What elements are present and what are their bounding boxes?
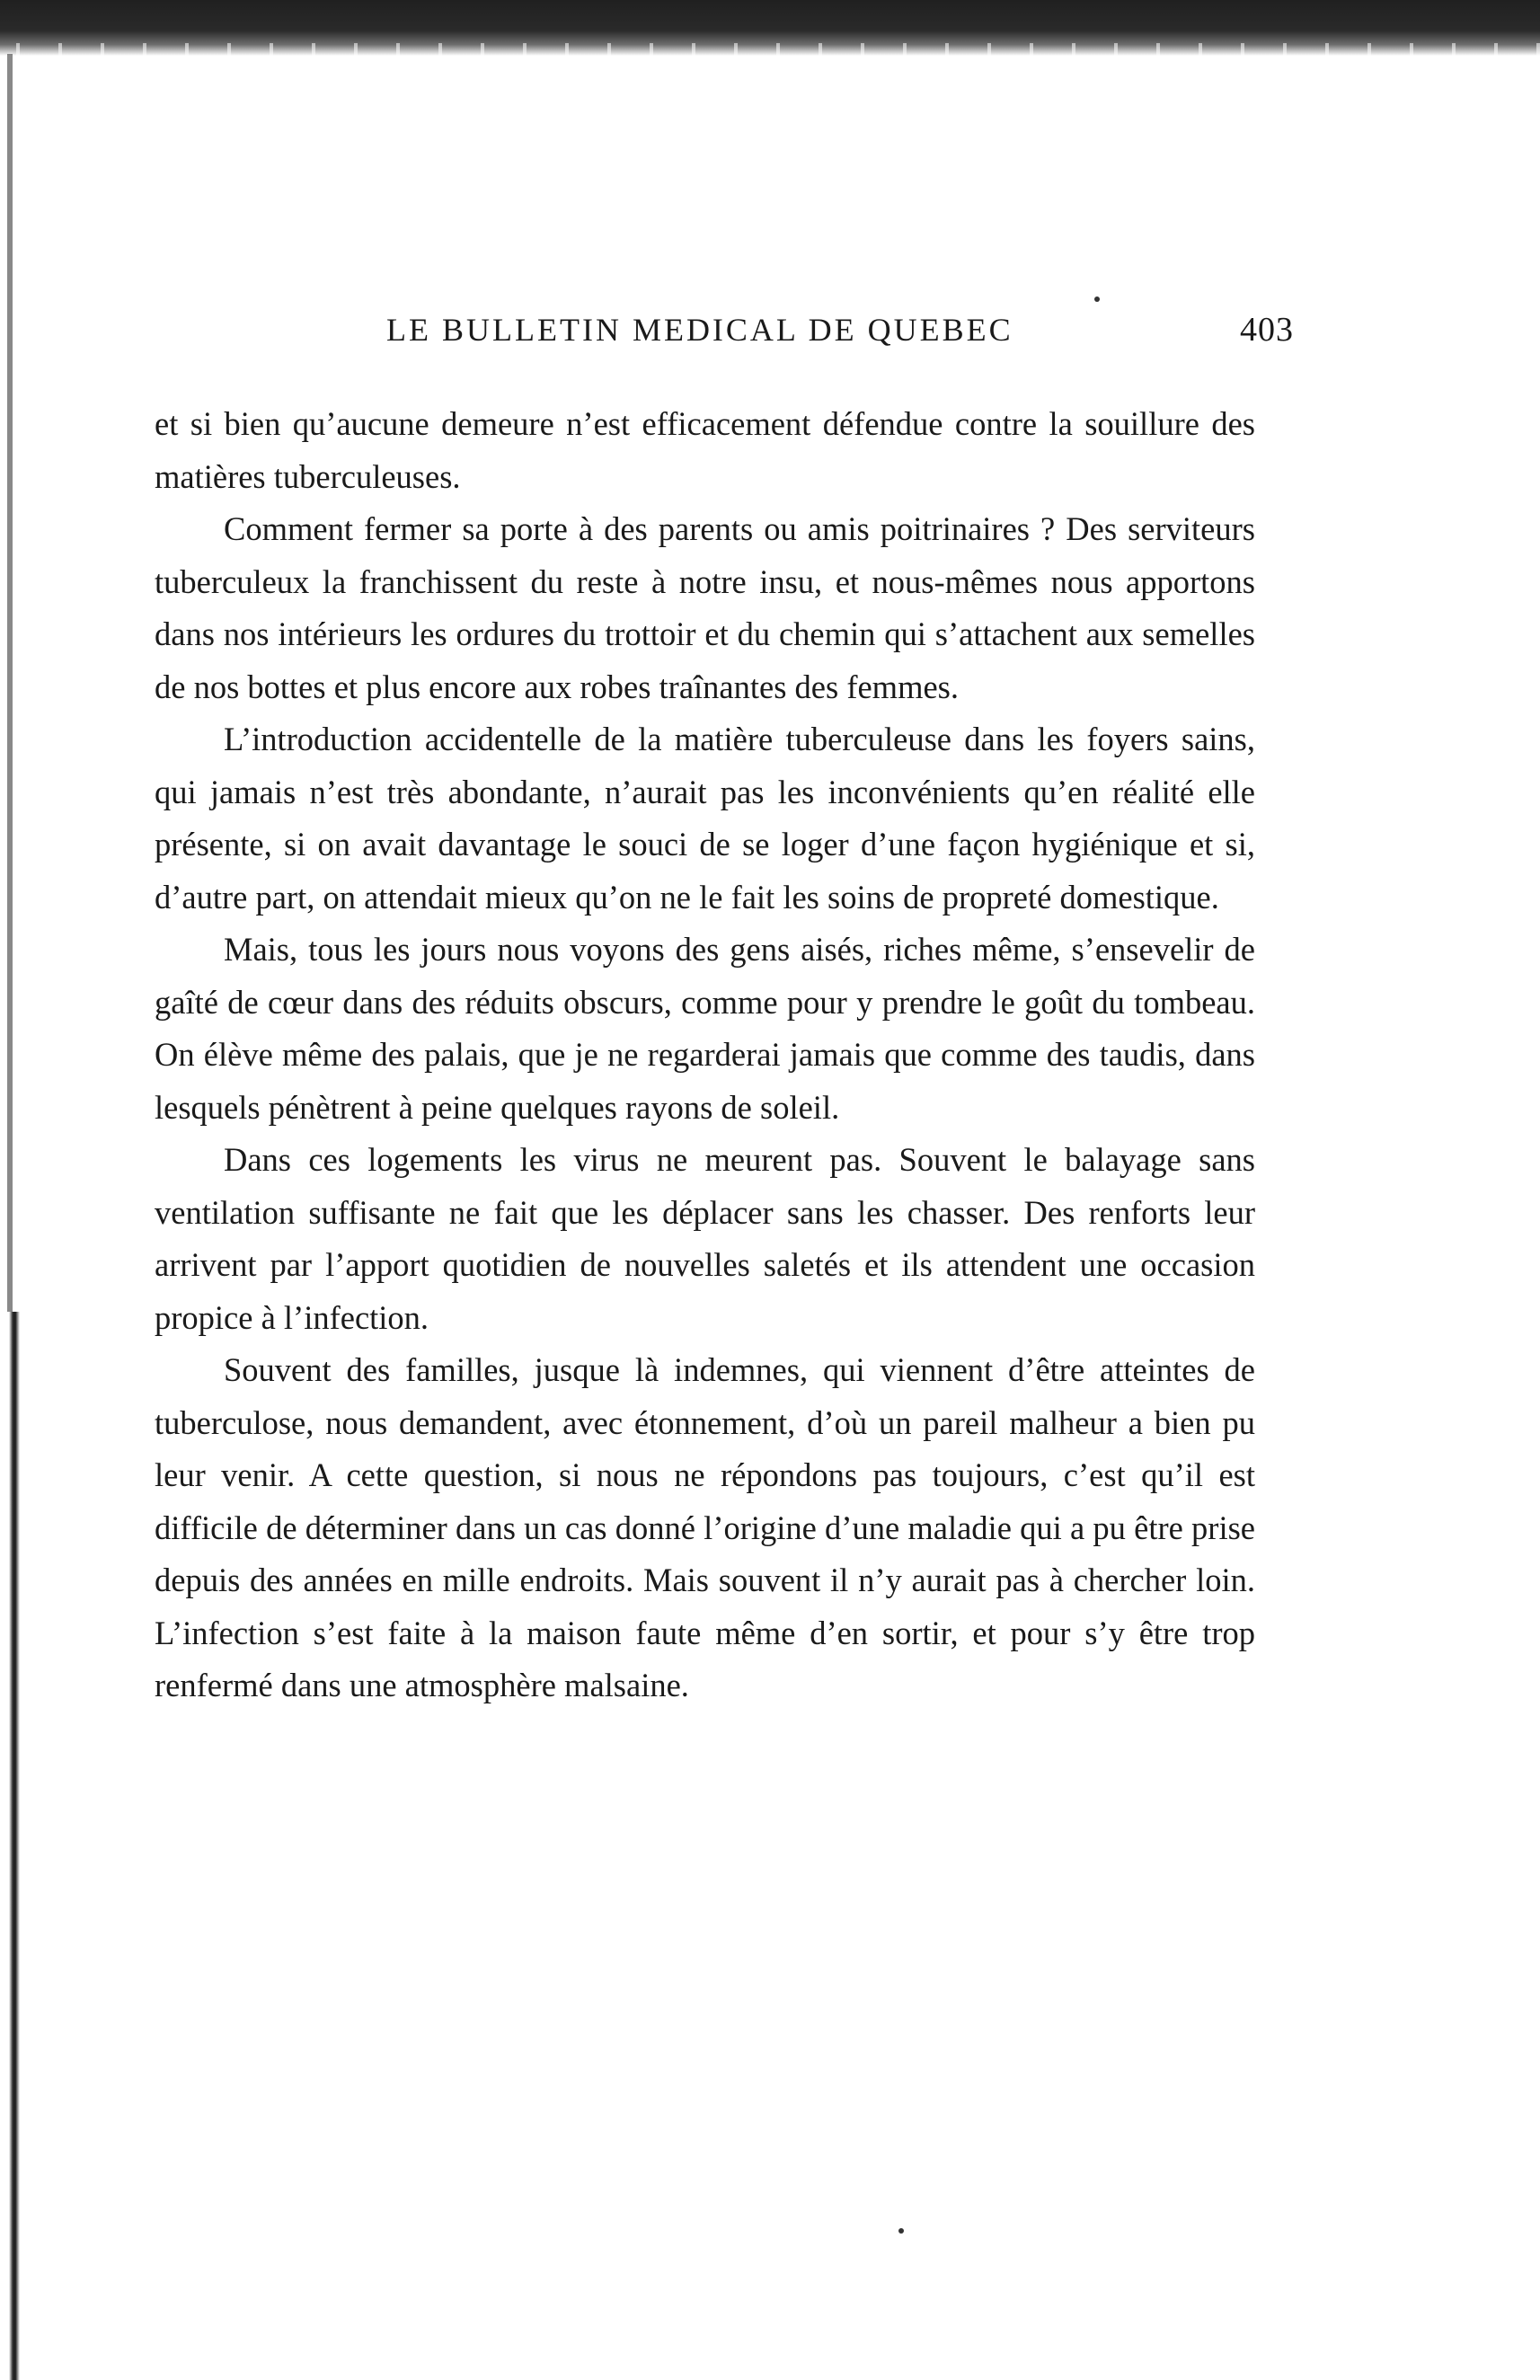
paragraph-2: Comment fermer sa porte à des parents ou amis poitrinaires ? Des serviteurs tuberculeux la franchissent du reste à notre insu, et nous-mêmes nous apportons dans nos intérieurs les ordures du trottoir et du chemin qui s’attachent aux semelles de nos bottes et plus encore aux robes traînantes des femmes. [155,510,1255,705]
body-text [155,398,1255,1712]
running-title: LE BULLETIN MEDICAL DE QUEBEC [386,312,1013,348]
scan-top-edge [0,0,1540,56]
scan-speck [1094,296,1100,302]
paragraph-6: Souvent des familles, jusque là indemnes, qui viennent d’être atteintes de tuberculose, nous demandent, avec étonnement, d’où un pareil malheur a bien pu leur venir. A cette question, si nous ne répondons pas toujours, c’est qu’il est difficile de déterminer dans un cas donné l’origine d’une maladie qui a pu être prise depuis des années en mille endroits. Mais souvent il n’y aurait pas à chercher loin. L’infection s’est faite à la maison faute même d’en sortir, et pour s’y être trop renfermé dans une atmosphère malsaine. [155,1351,1255,1703]
paragraph-5: Dans ces logements les virus ne meurent pas. Souvent le balayage sans ventilation suffisante ne fait que les déplacer sans les chasser. Des renforts leur arrivent par l’apport quotidien de nouvelles saletés et ils attendent une occasion propice à l’infection. [155,1141,1255,1336]
scan-left-edge-lower [9,1312,20,2380]
scan-speck [898,2228,904,2234]
paragraph-1: et si bien qu’aucune demeure n’est efficacement défendue contre la souillure des matières tuberculeuses. [155,405,1255,495]
paragraph-4: Mais, tous les jours nous voyons des gens aisés, riches même, s’ensevelir de gaîté de cœur dans des réduits obscurs, comme pour y prendre le goût du tombeau. On élève même des palais, que je ne regarderai jamais que comme des taudis, dans lesquels pénètrent à peine quelques rayons de soleil. [155,931,1255,1126]
running-head [386,310,1294,355]
paragraph-3: L’introduction accidentelle de la matière tuberculeuse dans les foyers sains, qui jamais n’est très abondante, n’aurait pas les inconvénients qu’en réalité elle présente, si on avait davantage le souci de se loger d’une façon hygiénique et si, d’autre part, on attendait mieux qu’on ne le fait les soins de propreté domestique. [155,721,1255,916]
page-number: 403 [1240,311,1294,349]
scan-left-edge-upper [7,54,13,1312]
